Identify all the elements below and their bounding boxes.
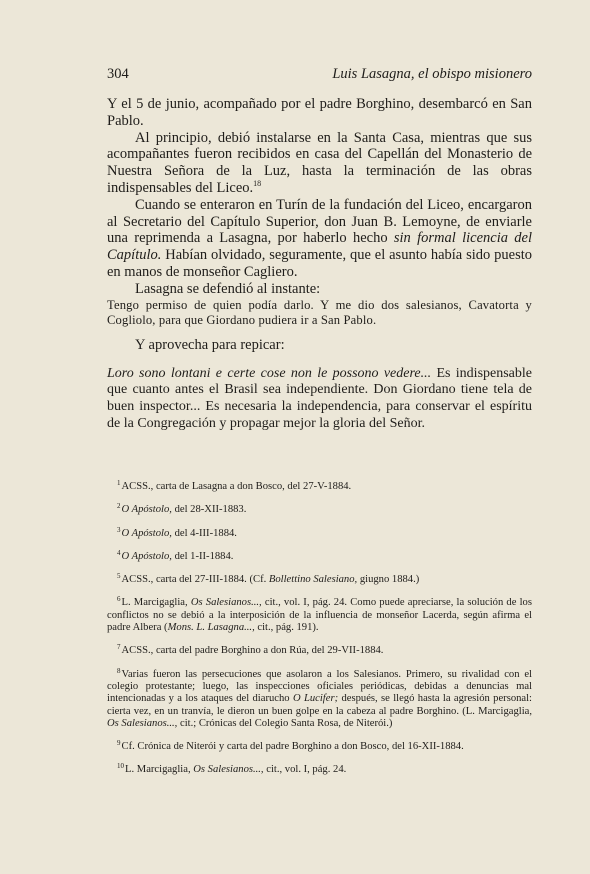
footnote-number: 3 bbox=[117, 525, 121, 534]
paragraph-2-text: Al principio, debió instalarse en la Santa Casa, mientras que sus acompañantes fueron recibidos en casa del Capellán del Monasterio de Nuestra Señora de la Luz, hasta la terminación de las obras indispensables del Liceo. bbox=[107, 129, 532, 196]
paragraph-5: Y aprovecha para repicar: bbox=[135, 336, 285, 353]
paragraph-3-text-a: Cuando se enteraron en Turín de la fundación del Liceo, encargaron al Secretario del Capítulo Superior, don Juan B. Lemoyne, de enviarle una reprimenda a Lasagna, por haberlo hecho bbox=[107, 196, 532, 247]
block-quote-2-italic: Loro sono lontani e certe cose non le possono vedere... bbox=[107, 365, 432, 381]
footnote-text: L. Marcigaglia, bbox=[121, 597, 191, 609]
footnotes bbox=[107, 481, 532, 788]
footnote-text: del 1-II-1884. bbox=[171, 550, 234, 562]
footnote-text: Cf. Crónica de Niterói y carta del padre Borghino a don Bosco, del 16-XII-1884. bbox=[121, 741, 464, 753]
footnote-text: Varias fueron las persecuciones que asolaron a los Salesianos. Primero, su rivalidad con el colegio protestante; luego, las inspecciones oficiales periódicas, debidas a denuncias mal intencionadas y a los ataques del diarucho bbox=[107, 668, 532, 705]
footnote-5 bbox=[107, 574, 532, 586]
footnote-number: 9 bbox=[117, 739, 121, 748]
block-quote-2 bbox=[107, 366, 532, 432]
footnote-text: O Apóstolo, bbox=[121, 550, 172, 562]
footnote-text: giugno 1884.) bbox=[357, 574, 420, 586]
footnote-text: del 4-III-1884. bbox=[171, 527, 237, 539]
footnote-text: ACSS., carta de Lasagna a don Bosco, del 27-V-1884. bbox=[121, 481, 352, 492]
footnote-number: 7 bbox=[117, 643, 121, 652]
footnote-number: 8 bbox=[117, 666, 121, 675]
main-text bbox=[107, 96, 532, 432]
page-number: 304 bbox=[107, 66, 129, 82]
footnote-text: Os Salesianos..., bbox=[107, 717, 178, 729]
paragraph-3-text-b: Habían olvidado, seguramente, que el asunto había sido puesto en manos de monseñor Cagliero. bbox=[107, 247, 532, 280]
footnote-number: 2 bbox=[117, 502, 121, 511]
footnote-text: del 28-XII-1883. bbox=[171, 504, 247, 516]
paragraph-2 bbox=[107, 130, 532, 197]
footnote-2 bbox=[107, 504, 532, 516]
paragraph-1: Y el 5 de junio, acompañado por el padre Borghino, desembarcó en San Pablo. bbox=[107, 96, 532, 129]
footnote-1 bbox=[107, 481, 532, 493]
footnote-number: 6 bbox=[117, 595, 121, 604]
block-quote-2-text: Es indispensable que cuanto antes el Brasil sea independiente. Don Giordano tiene tela de buen inspector... Es necesaria la independencia, para conservar el espíritu de la Congregación y propagar mejor la gloria del Señor. bbox=[107, 365, 533, 431]
footnote-10 bbox=[107, 764, 532, 776]
footnote-9 bbox=[107, 741, 532, 753]
footnote-text: cit., vol. I, pág. 24. Como puede apreciarse, la solución de los conflictos no se debió a la interposición de la influencia de monseñor Lacerda, según afirma el padre Albera ( bbox=[107, 597, 532, 634]
paragraph-4: Lasagna se defendió al instante: bbox=[135, 280, 321, 297]
footnote-text: ACSS., carta del padre Borghino a don Rúa, del 29-VII-1884. bbox=[121, 645, 384, 657]
footnote-text: después, se llegó hasta la agresión personal: cierta vez, en un tranvía, le dieron un buen golpe en la cabeza al padre Borghino. (L. Marcigaglia, bbox=[107, 693, 533, 717]
footnote-text: L. Marcigaglia, bbox=[125, 764, 194, 776]
footnote-3 bbox=[107, 525, 532, 540]
footnote-text: Bollettino Salesiano, bbox=[268, 574, 358, 586]
footnote-6 bbox=[107, 597, 532, 634]
running-title: Luis Lasagna, el obispo misionero bbox=[332, 66, 532, 82]
footnote-text: O Apóstolo, bbox=[121, 527, 172, 539]
footnote-number: 5 bbox=[117, 572, 121, 581]
footnote-text: cit., pág. 191). bbox=[254, 622, 319, 634]
footnote-4 bbox=[107, 548, 532, 563]
footnote-number: 4 bbox=[117, 548, 121, 557]
footnote-8 bbox=[107, 666, 533, 730]
footnote-text: ACSS., carta del 27-III-1884. (Cf. bbox=[121, 574, 269, 586]
footnote-number: 1 bbox=[117, 479, 121, 487]
paragraph-3 bbox=[107, 197, 532, 281]
footnote-text: cit., vol. I, pág. 24. bbox=[263, 764, 347, 776]
block-quote-1: Tengo permiso de quien podía darlo. Y me dio dos salesianos, Cavatorta y Cogliolo, para que Giordano pudiera ir a San Pablo. bbox=[107, 297, 532, 327]
footnote-text: Mons. L. Lasagna..., bbox=[167, 622, 255, 634]
footnote-text: Os Salesianos..., bbox=[193, 764, 264, 776]
footnote-text: cit.; Crónicas del Colegio Santa Rosa, de Niterói.) bbox=[177, 717, 393, 729]
footnote-number: 10 bbox=[117, 762, 124, 771]
paragraph-3-italic: sin formal licencia del Capítulo. bbox=[107, 230, 533, 264]
footnote-7 bbox=[107, 645, 532, 657]
footnote-ref: 18 bbox=[253, 178, 262, 188]
footnote-text: Os Salesianos..., bbox=[190, 597, 262, 609]
running-header bbox=[107, 66, 532, 83]
footnote-text: O Lucifer; bbox=[292, 693, 339, 705]
footnote-text: O Apóstolo, bbox=[121, 504, 172, 516]
